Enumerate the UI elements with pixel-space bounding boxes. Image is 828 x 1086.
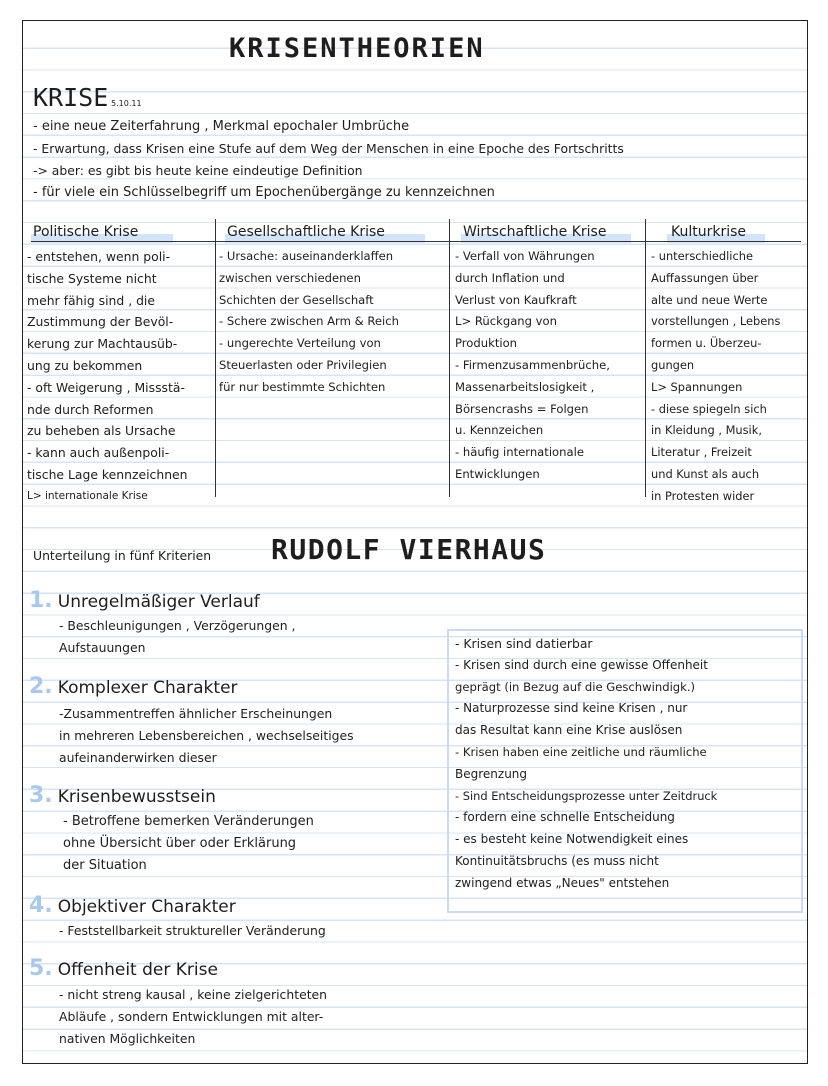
- table-cell-line: Börsencrashs = Folgen: [455, 401, 589, 416]
- criterion-line: ohne Übersicht über oder Erklärung: [63, 836, 297, 851]
- criterion-3: [29, 783, 216, 808]
- table-cell-line: für nur bestimmte Schichten: [219, 379, 386, 394]
- box-line: Begrenzung: [455, 766, 528, 781]
- table-cell-line: - Schere zwischen Arm & Reich: [219, 314, 399, 329]
- krisen-notes-box: [447, 629, 803, 913]
- krise-line: -> aber: es gibt bis heute keine eindeutige Definition: [33, 163, 363, 178]
- vierhaus-heading: RUDOLF VIERHAUS: [271, 533, 547, 566]
- criterion-number: 5.: [29, 956, 53, 981]
- criterion-number: 4.: [29, 893, 53, 918]
- table-cell-line: Zustimmung der Bevöl-: [27, 314, 174, 330]
- box-line: - Krisen haben eine zeitliche und räumliche: [455, 744, 707, 759]
- table-cell-line: ung zu bekommen: [27, 357, 143, 373]
- table-cell-line: Steuerlasten oder Privilegien: [219, 357, 387, 372]
- table-cell-line: Schichten der Gesellschaft: [219, 292, 374, 307]
- criterion-line: -Zusammentreffen ähnlicher Erscheinungen: [59, 706, 333, 721]
- column-header-gesellschaftliche: Gesellschaftliche Krise: [227, 224, 385, 240]
- box-line: das Resultat kann eine Krise auslösen: [455, 723, 683, 738]
- table-cell-line: u. Kennzeichen: [455, 423, 544, 438]
- page-title: KRISENTHEORIEN: [229, 33, 485, 64]
- table-cell-line: alte und neue Werte: [651, 292, 768, 307]
- table-header-rule: [31, 241, 801, 242]
- criterion-line: der Situation: [63, 858, 147, 873]
- criterion-title: Objektiver Charakter: [57, 897, 236, 917]
- table-cell-line: in Protesten wider: [651, 488, 755, 503]
- box-line: Kontinuitätsbruchs (es muss nicht: [455, 853, 659, 868]
- box-line: - Naturprozesse sind keine Krisen , nur: [455, 701, 688, 716]
- table-cell-line: vorstellungen , Lebens: [651, 314, 781, 329]
- criterion-line: Aufstauungen: [59, 640, 146, 655]
- table-cell-line: nde durch Reformen: [27, 401, 154, 417]
- criterion-line: - Feststellbarkeit struktureller Veränderung: [59, 923, 326, 938]
- table-cell-line: - Ursache: auseinanderklaffen: [219, 249, 394, 263]
- table-cell-line: zwischen verschiedenen: [219, 270, 361, 285]
- table-cell-line: - entstehen, wenn poli-: [27, 249, 171, 264]
- box-line: - Krisen sind datierbar: [455, 636, 593, 651]
- box-line: - es besteht keine Notwendigkeit eines: [455, 832, 689, 847]
- krise-heading: KRISE: [33, 83, 109, 112]
- column-header-wirtschaftliche: Wirtschaftliche Krise: [463, 224, 607, 240]
- krise-line: - eine neue Zeiterfahrung , Merkmal epochaler Umbrüche: [33, 119, 410, 134]
- criterion-2: [29, 674, 238, 699]
- table-cell-line: mehr fähig sind , die: [27, 292, 155, 308]
- vierhaus-intro: Unterteilung in fünf Kriterien: [33, 548, 212, 563]
- krise-line: - für viele ein Schlüsselbegriff um Epochenübergänge zu kennzeichnen: [33, 185, 495, 200]
- table-cell-line: und Kunst als auch: [651, 466, 760, 481]
- table-cell-line: gungen: [651, 357, 695, 372]
- krise-date: 5.10.11: [111, 99, 142, 108]
- box-line: geprägt (in Bezug auf die Geschwindigk.): [455, 679, 696, 694]
- box-line: - fordern eine schnelle Entscheidung: [455, 810, 675, 825]
- table-cell-line: Literatur , Freizeit: [651, 445, 752, 460]
- criterion-number: 2.: [29, 674, 53, 699]
- column-header-kultur: Kulturkrise: [671, 224, 747, 240]
- table-cell-line: zu beheben als Ursache: [27, 423, 176, 439]
- table-cell-line: tische Lage kennzeichnen: [27, 466, 188, 482]
- table-divider: [645, 219, 646, 497]
- criterion-line: - nicht streng kausal , keine zielgerichteten: [59, 987, 328, 1002]
- criterion-5: [29, 956, 218, 981]
- table-cell-line: - häufig internationale: [455, 445, 584, 460]
- criterion-line: Abläufe , sondern Entwicklungen mit alter-: [59, 1009, 324, 1024]
- table-cell-line: - unterschiedliche: [651, 249, 753, 263]
- table-cell-line: - kann auch außenpoli-: [27, 445, 170, 461]
- criterion-line: in mehreren Lebensbereichen , wechselseitiges: [59, 728, 354, 743]
- criterion-1: [29, 588, 260, 613]
- box-line: - Krisen sind durch eine gewisse Offenheit: [455, 657, 708, 672]
- column-politische: [27, 246, 213, 508]
- table-cell-line: - diese spiegeln sich: [651, 401, 767, 416]
- criterion-line: aufeinanderwirken dieser: [59, 750, 217, 765]
- table-cell-line: formen u. Überzeu-: [651, 336, 762, 351]
- table-cell-line: in Kleidung , Musik,: [651, 423, 762, 438]
- criterion-title: Offenheit der Krise: [57, 960, 218, 980]
- criterion-4: [29, 893, 236, 918]
- column-wirtschaftliche: [455, 246, 643, 486]
- criterion-title: Krisenbewusstsein: [57, 787, 216, 807]
- table-divider: [215, 219, 216, 497]
- table-cell-line: Entwicklungen: [455, 466, 540, 481]
- criterion-number: 1.: [29, 588, 53, 613]
- table-cell-line: - Firmenzusammenbrüche,: [455, 357, 610, 372]
- table-cell-line: durch Inflation und: [455, 270, 565, 285]
- criterion-line: - Betroffene bemerken Veränderungen: [63, 814, 314, 829]
- criterion-line: - Beschleunigungen , Verzögerungen ,: [59, 618, 296, 633]
- table-cell-line: kerung zur Machtausüb-: [27, 336, 178, 352]
- table-cell-line: - oft Weigerung , Missstä-: [27, 379, 185, 395]
- table-cell-line: L> internationale Krise: [27, 489, 148, 502]
- criterion-number: 3.: [29, 783, 53, 808]
- table-cell-line: L> Spannungen: [651, 379, 743, 394]
- criterion-title: Unregelmäßiger Verlauf: [57, 592, 260, 612]
- table-divider: [449, 219, 450, 497]
- box-line: zwingend etwas „Neues" entstehen: [455, 875, 670, 890]
- column-header-politische: Politische Krise: [33, 224, 139, 240]
- column-gesellschaftliche: [219, 246, 447, 399]
- table-cell-line: Massenarbeitslosigkeit ,: [455, 379, 595, 394]
- table-cell-line: Verlust von Kaufkraft: [455, 292, 577, 307]
- table-cell-line: Auffassungen über: [651, 270, 759, 285]
- criterion-line: nativen Möglichkeiten: [59, 1031, 196, 1046]
- column-kultur: [651, 246, 807, 508]
- table-cell-line: L> Rückgang von: [455, 314, 557, 329]
- notebook-page: [22, 20, 808, 1064]
- criterion-title: Komplexer Charakter: [57, 678, 238, 698]
- table-cell-line: - Verfall von Währungen: [455, 249, 595, 263]
- table-cell-line: - ungerechte Verteilung von: [219, 336, 381, 351]
- box-line: - Sind Entscheidungsprozesse unter Zeitdruck: [455, 788, 718, 803]
- table-cell-line: tische Systeme nicht: [27, 270, 157, 286]
- table-cell-line: Produktion: [455, 336, 518, 351]
- krise-line: - Erwartung, dass Krisen eine Stufe auf dem Weg der Menschen in eine Epoche des Fortschritts: [33, 141, 624, 156]
